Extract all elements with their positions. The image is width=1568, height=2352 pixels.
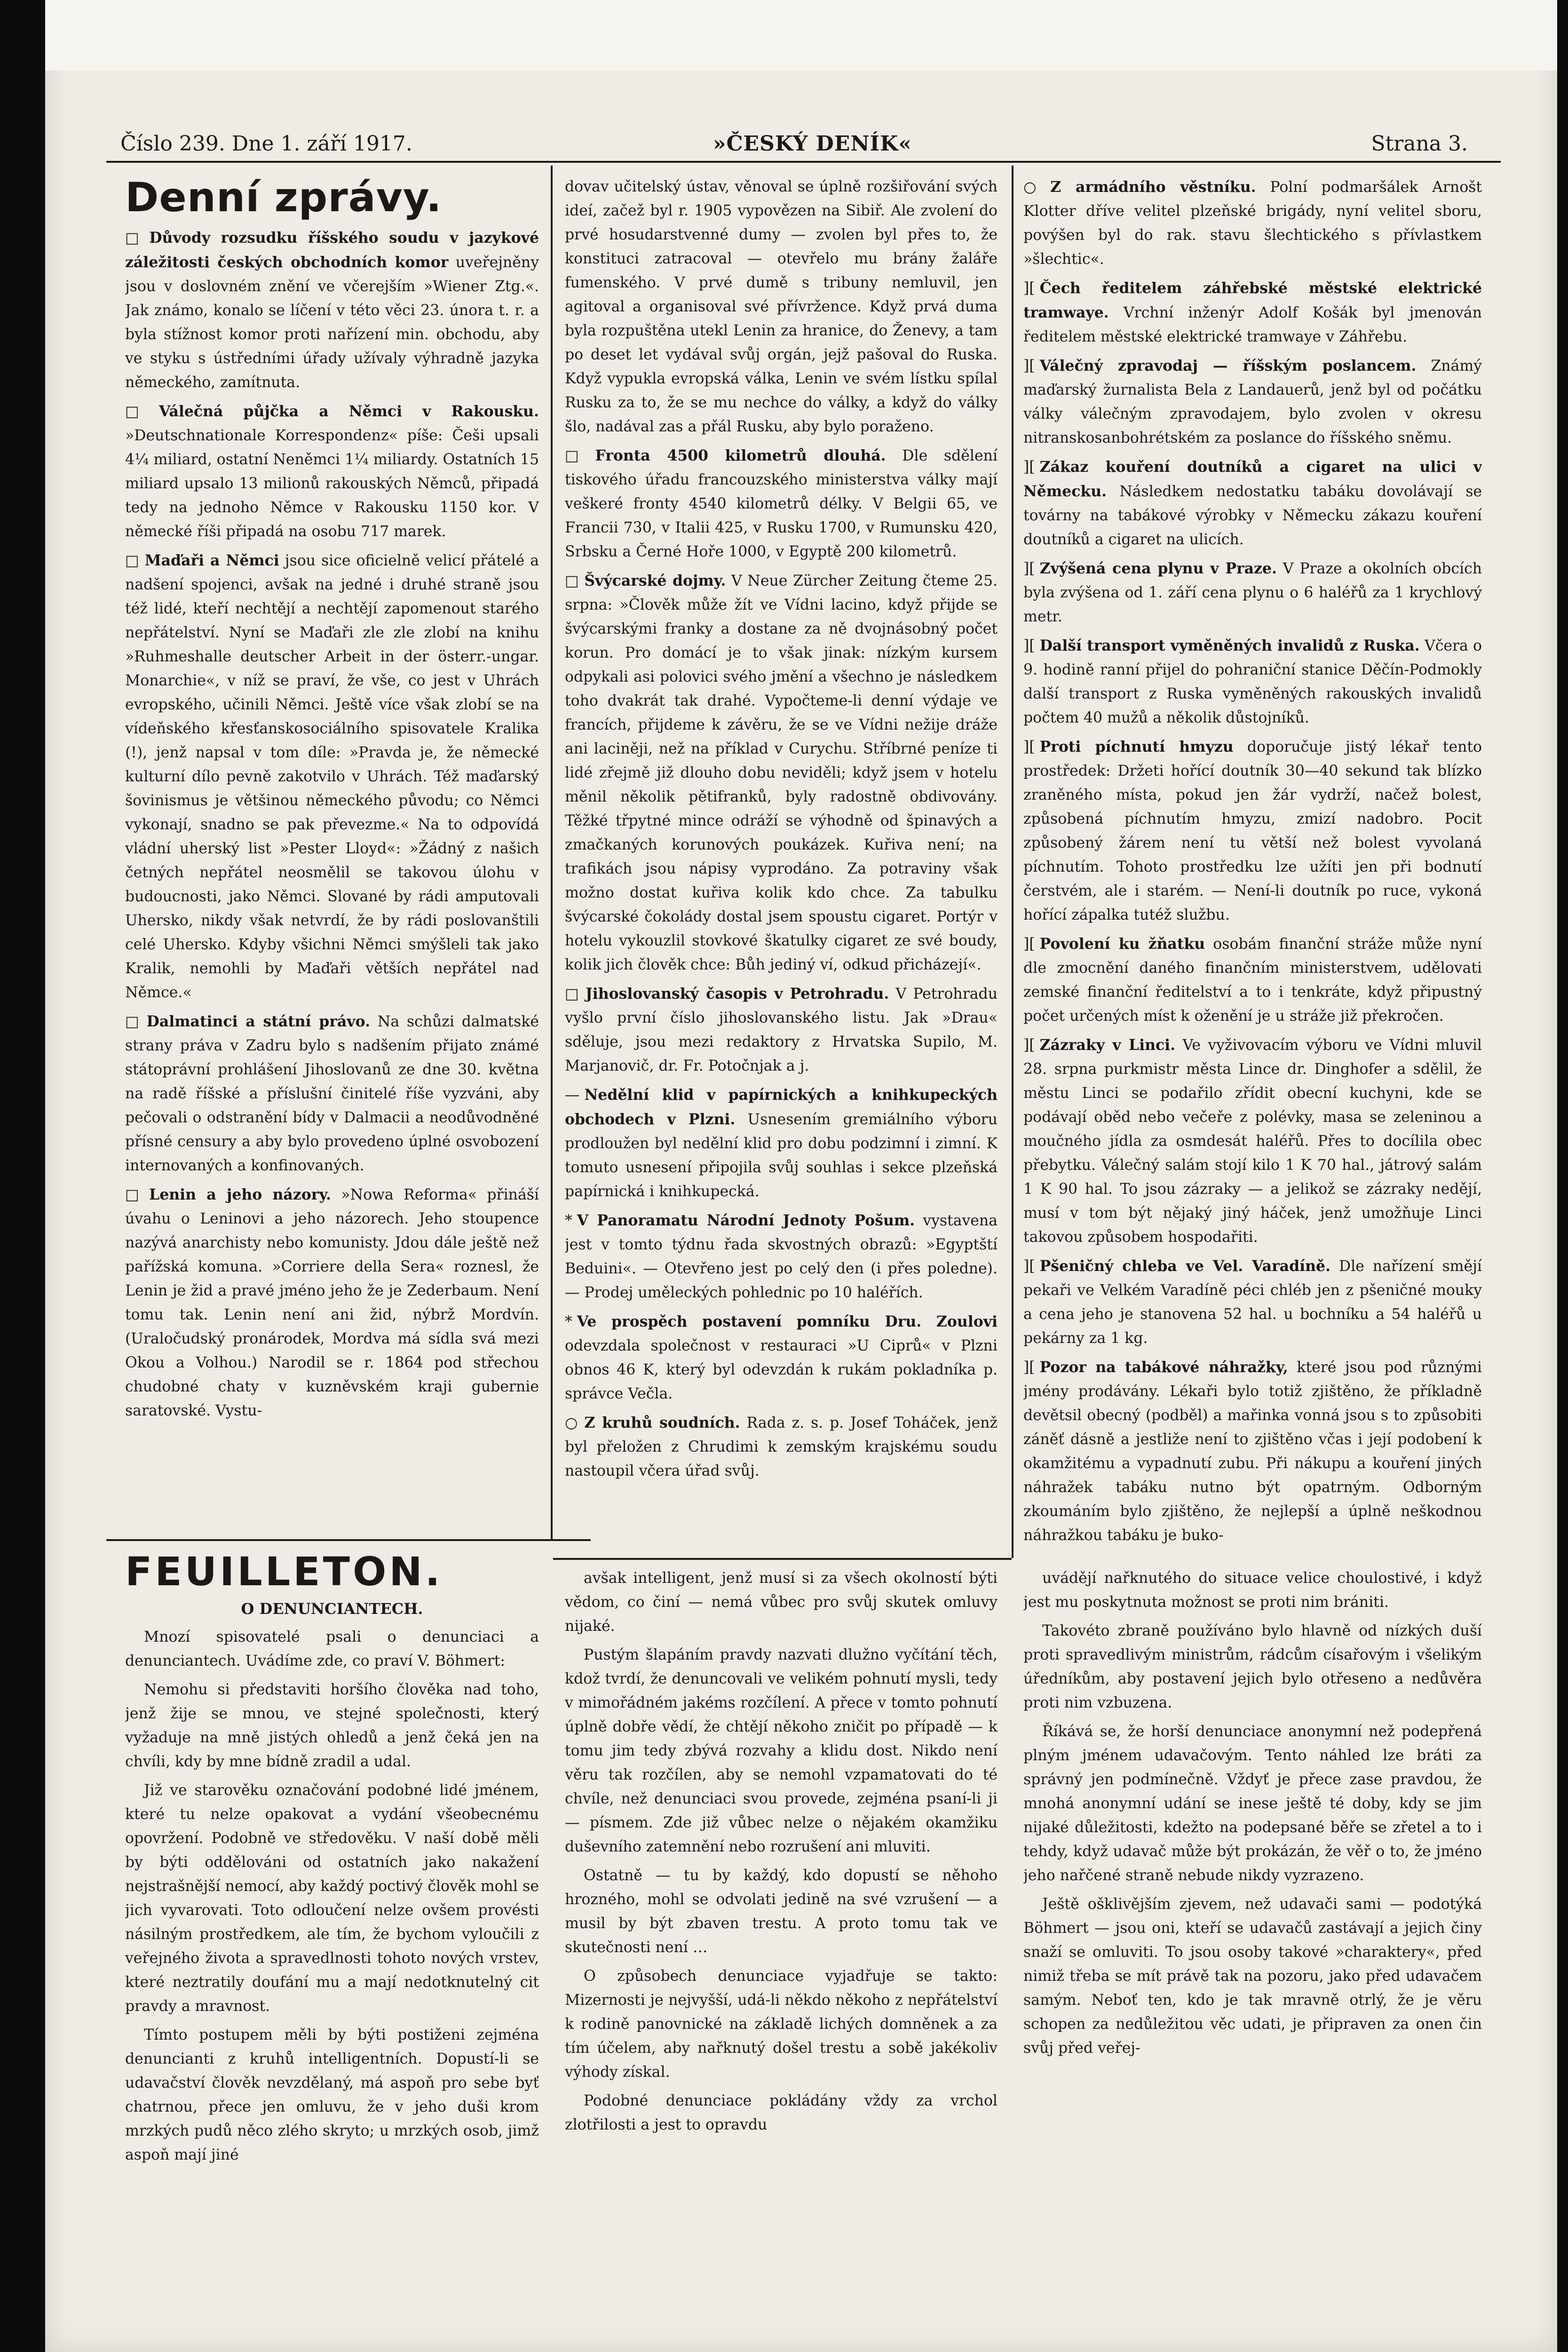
- item-marker: ][: [1023, 1359, 1035, 1376]
- item-headline: Zvýšená cena plynu v Praze.: [1039, 560, 1277, 577]
- news-end-rule: [553, 1558, 1012, 1560]
- item-marker: □: [125, 1013, 142, 1030]
- item-marker: ][: [1023, 560, 1035, 577]
- item-marker: ][: [1023, 936, 1035, 953]
- newspaper-page: [45, 0, 1557, 2352]
- item-marker: □: [565, 985, 581, 1002]
- item-headline: Zázraky v Linci.: [1039, 1036, 1176, 1054]
- item-headline: Jihoslovanský časopis v Petrohradu.: [585, 985, 889, 1002]
- item-headline: Nedělní klid v papírnických a knihkupeckých obchodech v Plzni.: [565, 1086, 998, 1128]
- feuilleton-paragraph: O způsobech denunciace vyjadřuje se takto: Mizernosti je nejvyšší, udá-li někdo někoho z nepřátelství k rodině panovnické na základě lichých domněnek a za tím účelem, aby nařknutý došel trestu a sobě jakékoliv výhody získal.: [565, 1968, 998, 2081]
- feuilleton-text-3: [1023, 1566, 1482, 2060]
- item-marker: ][: [1023, 280, 1035, 297]
- item-text: uveřejněny jsou v doslovném znění ve včerejším »Wiener Ztg.«. Jak známo, konalo se líčení v této věci 23. února t. r. a byla stížnost komor proti nařízení min. obchodu, aby ve styku s ústředními úřady užívaly výhradně jazyka německého, zamítnuta.: [125, 254, 539, 391]
- header-rule: [106, 161, 1501, 163]
- news-item: [1023, 634, 1482, 730]
- column-rule-2: [1012, 166, 1014, 1558]
- item-headline: Proti píchnutí hmyzu: [1039, 738, 1234, 755]
- item-headline: Dalmatinci a státní právo.: [146, 1013, 371, 1030]
- item-text: doporučuje jistý lékař tento prostředek: Držeti hořící doutník 30—40 sekund tak blízko zraněného místa, pokud jen žár vydrží, načež bolest, způsobená píchnutím hmyzu, zmizí nadobro. Pocit způsobený žárem není tu větší než bolest vyvolaná píchnutím. Tohoto prostředku lze užíti jen při bodnutí čerstvém, ale i starém. — Není-li doutník po ruce, vykoná hořící zápalka tutéž službu.: [1023, 739, 1482, 923]
- issue-info: Číslo 239. Dne 1. září 1917.: [120, 132, 412, 156]
- item-text: vystavena jest v tomto týdnu řada skvostných obrazů: »Egyptští Beduini«. — Otevřeno jest po celý den (i přes poledne). — Prodej uměleckých pohlednic po 10 haléřích.: [565, 1212, 998, 1301]
- news-column-1: [125, 175, 539, 1539]
- news-item: [125, 399, 539, 544]
- page-top-margin: [45, 0, 1557, 71]
- item-headline: Z kruhů soudních.: [584, 1414, 740, 1431]
- item-text: Polní podmaršálek Arnošt Klotter dříve velitel plzeňské brigády, nyní velitel sboru, povýšen byl do rak. stavu šlechtického s přívlastkem »šlechtic«.: [1023, 179, 1482, 268]
- item-headline: Další transport vyměněných invalidů z Ruska.: [1039, 637, 1420, 654]
- item-headline: Fronta 4500 kilometrů dlouhá.: [595, 447, 886, 464]
- item-marker: ][: [1023, 739, 1035, 755]
- feuilleton-rule: [106, 1539, 591, 1541]
- news-item: [565, 1083, 998, 1204]
- feuilleton-paragraph: Podobné denunciace pokládány vždy za vrchol zlotřilosti a jest to opravdu: [565, 2092, 998, 2133]
- news-item: [1023, 735, 1482, 927]
- news-column-2: [565, 175, 998, 1553]
- news-list-1: [125, 226, 539, 1423]
- news-item: [1023, 932, 1482, 1028]
- feuilleton-paragraph: Tímto postupem měli by býti postiženi zejména denuncianti z kruhů intelligentních. Dopustí-li se udavačství člověk nevzdělaný, má aspoň pro sebe byť chatrnou, přece jen omluvu, že v jeho duši krom mrzkých pudů něco zlého skryto; u mrzkých osob, jimž aspoň mají jiné: [125, 2026, 539, 2163]
- item-text: Včera o 9. hodině ranní přijel do pohraniční stanice Děčín-Podmokly další transport z Ruska vyměněných rakouských invalidů počtem 40 mužů a několik důstojníků.: [1023, 637, 1482, 726]
- item-text: Vrchní inženýr Adolf Košák byl jmenován ředitelem městské elektrické tramwaye v Záhřebu.: [1023, 304, 1482, 345]
- item-text: »Nowa Reforma« přináší úvahu o Leninovi a jeho názorech. Jeho stoupence nazývá anarchisty nebo komunisty. Jdou dále ještě než pařížská komuna. »Corriere della Sera« roznesl, že Lenin je žid a pravé jméno jeho že je Zederbaum. Není tomu tak. Lenin není ani žid, nýbrž Mordvín. (Uraločudský pronárodek, Mordva má sídla svá mezi Okou a Volhou.) Narodil se r. 1864 pod střechou chudobné chaty v kuzněvském kraji gubernie saratovské. Vystu-: [125, 1186, 539, 1419]
- news-item: [1023, 1254, 1482, 1351]
- column-rule-1: [551, 166, 553, 1539]
- news-item: [565, 1208, 998, 1305]
- news-column-3: [1023, 175, 1482, 1553]
- news-item: [125, 226, 539, 395]
- item-text: které jsou pod různými jmény prodávány. Lékaři bylo totiž zjištěno, že příkladně devětsil obecný (podběl) a mařinka vonná jsou s to způsobiti záněť dásně a jestliže není to zjištěno včas i její podobení k okamžitému a vypadnutí zubu. Při nákupu a kouření jiných náhražek tabáku nutno být opatrným. Odborným zkoumáním bylo zjištěno, že nejlepší a úplně neškodnou náhražkou tabáku je buko-: [1023, 1359, 1482, 1544]
- news-item: [125, 1009, 539, 1178]
- feuilleton-paragraph: Ještě ošklivějším zjevem, než udavači sami — podotýká Böhmert — jsou oni, kteří se udavačů zastávají a jejich činy snaží se omluviti. To jsou osoby takové »charaktery«, před nimiž třeba se mít právě tak na pozoru, jako před udavačem samým. Neboť ten, kdo je tak mravně otrlý, že je věru schopen za nedůležitou věc udati, je připraven za onen čin svůj před veřej-: [1023, 1896, 1482, 2057]
- news-item: [565, 1411, 998, 1483]
- item-marker: —: [565, 1087, 580, 1104]
- item-headline: Povolení ku žňatku: [1039, 935, 1205, 953]
- item-headline: Ve prospěch postavení pomníku Dru. Zoulovi: [577, 1313, 998, 1330]
- item-marker: □: [125, 230, 145, 246]
- item-text: Usnesením gremiálního výboru prodloužen byl nedělní klid pro dobu podzimní i zimní. K tomuto usnesení připojila svůj souhlas i sekce plzeňská papírnická i knihkupecká.: [565, 1111, 998, 1200]
- item-headline: Švýcarské dojmy.: [584, 572, 726, 589]
- item-marker: ][: [1023, 358, 1035, 374]
- news-item: [565, 569, 998, 977]
- feuilleton-text-1: [125, 1625, 539, 2167]
- item-marker: □: [125, 1186, 145, 1203]
- item-marker: *: [565, 1313, 572, 1330]
- item-headline: Čech ředitelem záhřebské městské elektrické tramwaye.: [1023, 279, 1482, 321]
- item-marker: ○: [565, 1414, 580, 1431]
- item-text: V Neue Zürcher Zeitung čteme 25. srpna: »Člověk může žít ve Vídni lacino, když přijde se švýcarskými franky a dostane za ně dvojnásobný počet korun. Pro domácí je to však jinak: nízkým kursem odpykali asi polovici svého jmění a všechno je následkem toho dvakrát tak drahé. Vypočteme-li denní výdaje ve francích, přijdeme k závěru, že se ve Vídni nežije dráže ani laciněji, než na příklad v Curychu. Stříbrné peníze ti lidé zřejmě již dlouho dobu neviděli; když jsem v hotelu měnil několik pětifranků, byly radostně obdivovány. Těžké třpytné mince odráží se výhodně od špinavých a zmačkaných korunových poukázek. Kuřiva není; na trafikách jsou nápisy vyprodáno. Za potraviny však možno dostat kuřiva kolik kdo chce. Za tabulku švýcarské čokolády dostal jsem spoustu cigaret. Portýr v hotelu vykouzlil stovkové škatulky cigaret ze své boudy, kolik jich člověk chce: Bůh jediný ví, odkud přicházejí«.: [565, 572, 998, 973]
- news-item: [1023, 556, 1482, 629]
- feuilleton-paragraph: Říkává se, že horší denunciace anonymní než podepřená plným jménem udavačovým. Tento náhled lze bráti za správný jen podmínečně. Vždyť je přece zase pravdou, že mnohá anonymní udání se inese ještě té doby, kdy se jim nijaké důležitosti, kdežto na podepsané běře se zřetel a to i tehdy, když udavač může být prokázán, že věř o to, že jméno jeho nařčené straně nebude nikdy vyzrazeno.: [1023, 1723, 1482, 1884]
- item-headline: Pozor na tabákové náhražky,: [1039, 1359, 1288, 1376]
- news-item: [1023, 175, 1482, 271]
- item-marker: □: [125, 552, 140, 569]
- item-text: Následkem nedostatku tabáku dovolávají se továrny na tabákové výrobky v Německu zákazu kouření doutníků a cigaret na ulicích.: [1023, 483, 1482, 548]
- item-marker: □: [565, 447, 591, 464]
- item-text: V Praze a okolních obcích byla zvýšena od 1. září cena plynu o 6 haléřů za 1 krychlový metr.: [1023, 560, 1482, 625]
- item-text: Ve vyživovacím výboru ve Vídni mluvil 28. srpna purkmistr města Lince dr. Dinghofer a sdělil, že městu Linci se podařilo zřídit obecní kuchyni, kde se podávají oběd nebo večeře z polévky, masa se zeleninou a moučného jídla za osmdesát haléřů. Přes to docílila obec přebytku. Válečný salám stojí kilo 1 K 70 hal., játrový salám 1 K 90 hal. To jsou zázraky — a jelikož se zázraky nedějí, musí v tom být nějaký jiný háček, jenž umožňuje Linci takovou způsobem hospodařiti.: [1023, 1037, 1482, 1246]
- item-headline: Maďaři a Němci: [144, 552, 279, 569]
- item-headline: V Panoramatu Národní Jednoty Pošum.: [577, 1212, 915, 1229]
- feuilleton-subtitle: O DENUNCIANTECH.: [241, 1600, 423, 1618]
- item-headline: Z armádního věstníku.: [1050, 178, 1256, 196]
- item-text: Rada z. s. p. Josef Toháček, jenž byl přeložen z Chrudimi k zemským krajskému soudu nastoupil včera úřad svůj.: [565, 1414, 998, 1479]
- news-item: [125, 548, 539, 1005]
- feuilleton-paragraph: Ostatně — tu by každý, kdo dopustí se něhoho hrozného, mohl se odvolati jedině na své vzrušení — a musil by být zbaven trestu. A proto tomu tak ve skutečnosti není …: [565, 1867, 998, 1956]
- item-marker: ][: [1023, 459, 1035, 476]
- section-title: Denní zprávy.: [125, 175, 442, 221]
- item-marker: □: [125, 403, 154, 420]
- news-item: [125, 1183, 539, 1423]
- item-headline: Pšeničný chleba ve Vel. Varadíně.: [1039, 1257, 1330, 1275]
- news-item: [565, 1310, 998, 1406]
- item-text: V Petrohradu vyšlo první číslo jihoslovanského listu. Jak »Drau« sděluje, jsou mezi redaktory z Hrvatska Supilo, M. Marjanovič, dr. Fr. Potočnjak a j.: [565, 985, 998, 1074]
- item-headline: Důvody rozsudku říšského soudu v jazykové záležitosti českých obchodních komor: [125, 229, 539, 271]
- item-marker: ○: [1023, 179, 1046, 196]
- item-text: »Deutschnationale Korrespondenz« píše: Češi upsali 4¼ miliard, ostatní Neněmci 1¼ miliardy. Ostatních 15 miliard upsalo 13 milionů rakouských Němců, připadá tedy na jednoho Němce v Rakousku 1150 kor. V německé říši připadá na osobu 717 marek.: [125, 427, 539, 540]
- feuilleton-paragraph: Mnozí spisovatelé psali o denunciaci a denunciantech. Uvádíme zde, co praví V. Böhmert:: [125, 1629, 539, 1669]
- news-item: [565, 175, 998, 439]
- item-text: Na schůzi dalmatské strany práva v Zadru bylo s nadšením přijato známé státoprávní prohlášení Jihoslovanů ze dne 30. května na radě říšské a příslušní činitelé říše vyzváni, aby pečovali o odstranění bídy v Dalmacii a neodůvodněné přísné censury a aby bylo provedeno úplné osvobození internovaných a konfinovaných.: [125, 1013, 539, 1174]
- item-marker: □: [565, 572, 580, 589]
- item-text: osobám finanční stráže může nyní dle zmocnění daného finančním ministerstvem, udělovati zemské finanční ředitelství a to i tenkráte, když připustný počet určených míst k oženění je u stráže již překročen.: [1023, 936, 1482, 1025]
- item-text: odevzdala společnost v restauraci »U Ciprů« v Plzni obnos 46 K, který byl odevzdán k rukám pokladníka p. správce Večla.: [565, 1337, 998, 1402]
- news-item: [1023, 455, 1482, 552]
- item-marker: *: [565, 1212, 572, 1229]
- feuilleton-column-1: [125, 1550, 539, 2284]
- masthead: »ČESKÝ DENÍK«: [713, 132, 912, 156]
- item-text: Dle nařízení smějí pekaři ve Velkém Varadíně péci chléb jen z pšeničné mouky a cena jeho je stanovena 52 hal. u bochníku a 54 haléřů u pekárny za 1 kg.: [1023, 1258, 1482, 1347]
- news-item: [1023, 1355, 1482, 1548]
- feuilleton-column-3: [1023, 1566, 1482, 2284]
- feuilleton-paragraph: Již ve starověku označování podobné lidé jménem, které tu nelze opakovat a vydání všeobecnému opovržení. Podobně ve středověku. V naší době měli by býti oddělováni od ostatních jako nakažení nejstrašnější nemocí, aby každý poctivý člověk mohl se jich vyvarovati. Toto odloučení nelze ovšem provésti násilným prostředkem, ale tím, že bychom vyloučili z veřejného života a spravedlnosti tohoto nových vrstev, které neztratily doufání mu a mají nedotknutelný cit pravdy a mravnost.: [125, 1782, 539, 2015]
- item-text: jsou sice oficielně velicí přátelé a nadšení spojenci, avšak na jedné i druhé straně jsou též lidé, kteří nechtějí a nechtějí zapomenout starého nepřátelství. Nyní se Maďaři zle zle zlobí na knihu »Ruhmeshalle deutscher Arbeit in der österr.-ungar. Monarchie«, v níž se praví, že vše, co jest v Uhrách evropského, učinili Němci. Ještě více však zlobí se na vídeňského křesťanskosociálního spisovatele Kralika (!), jenž napsal v tom díle: »Pravda je, že německé kulturní dílo pevně zakotvilo v Uhrách. Též maďarský šovinismus je většinou německého původu; co Němci vykonají, snadno se pak převezme.« Na to odpovídá vládní uherský list »Pester Lloyd«: »Žádný z našich četných nepřátel neosmělil se takovou úlohu v budoucnosti, jako Němci. Slované by rádi amputovali Uhersko, nikdy však netvrdí, že by rádi poslovanštili celé Uhersko. Kdyby všichni Němci smýšleli tak jako Kralik, nemohli by Maďaři větších nepřátel nad Němce.«: [125, 552, 539, 1001]
- feuilleton-title: FEUILLETON.: [125, 1550, 443, 1595]
- item-text: dovav učitelský ústav, věnoval se úplně rozšiřování svých ideí, začež byl r. 1905 vypovězen na Sibiř. Ale zvolení do prvé hosudarstvenné dumy — zvolen byl přes to, že konstituci zatracoval — otevřelo mu brány žaláře fumenského. V prvé dumě s tribuny nemluvil, jen agitoval a organisoval své přívržence. Když prvá duma byla rozpuštěna utekl Lenin za hranice, do Ženevy, a tam po deset let vydával svůj orgán, jejž pašoval do Ruska. Když vypukla evropská válka, Lenin ve svém lístku spílal Rusku za to, že se mu nechce do války, a když do války šlo, nadával zas a přál Rusku, aby bylo poraženo.: [565, 178, 998, 435]
- item-headline: Zákaz kouření doutníků a cigaret na ulici v Německu.: [1023, 458, 1482, 500]
- feuilleton-paragraph: Pustým šlapáním pravdy nazvati dlužno vyčítání těch, kdož tvrdí, že denuncovali ve velikém pohnutí mysli, tedy v mimořádném jakéms rozčílení. A přece v tomto pohnutí úplně dobře vědí, že chtějí někoho zničit po případě — k tomu jim tedy zbývá rozvahy a klidu dost. Nikdo není věru tak rozčílen, aby se nemohl vzpamatovati do té chvíle, než denunciaci svou provede, zejména psaní-li ji — písmem. Zde již vůbec nelze o nějakém okamžiku duševního zatemnění nebo rozrušení ani mluviti.: [565, 1646, 998, 1855]
- news-list-2: [565, 175, 998, 1483]
- feuilleton-paragraph: uvádějí nařknutého do situace velice choulostivé, i když jest mu poskytnuta možnost se proti nim brániti.: [1023, 1570, 1482, 1611]
- item-marker: ][: [1023, 637, 1035, 654]
- feuilleton-paragraph: avšak intelligent, jenž musí si za všech okolností býti vědom, co činí — nemá vůbec pro svůj skutek omluvy nijaké.: [565, 1570, 998, 1635]
- item-headline: Válečná půjčka a Němci v Rakousku.: [158, 403, 539, 420]
- feuilleton-text-2: [565, 1566, 998, 2137]
- news-item: [565, 982, 998, 1078]
- feuilleton-paragraph: Takovéto zbraně používáno bylo hlavně od nízkých duší proti spravedlivým ministrům, rádcům císařovým i všelikým úředníkům, aby postavení jejich bylo otřeseno a nedůvěra proti nim vzbuzena.: [1023, 1622, 1482, 1711]
- news-item: [1023, 1033, 1482, 1249]
- page-number: Strana 3.: [1371, 132, 1468, 156]
- item-headline: Válečný zpravodaj — říšským poslancem.: [1039, 357, 1417, 374]
- feuilleton-column-2: [565, 1566, 998, 2284]
- item-text: Dle sdělení tiskového úřadu francouzského ministerstva války mají veškeré fronty 4540 kilometrů délky. V Belgii 65, ve Francii 730, v Italii 425, v Rusku 1700, v Rumunsku 420, Srbsku a Černé Hoře 1000, v Egyptě 200 kilometrů.: [565, 447, 998, 560]
- news-list-3: [1023, 175, 1482, 1548]
- news-item: [1023, 354, 1482, 450]
- item-marker: ][: [1023, 1258, 1035, 1275]
- item-marker: ][: [1023, 1037, 1035, 1054]
- news-item: [1023, 276, 1482, 349]
- item-text: Známý maďarský žurnalista Bela z Landauerů, jenž byl od počátku války válečným zpravodajem, bylo zvolen v okresu nitranskosanbohrétském za poslance do říšského sněmu.: [1023, 358, 1482, 446]
- news-item: [565, 444, 998, 564]
- feuilleton-paragraph: Nemohu si představiti horšího člověka nad toho, jenž žije se mnou, ve stejné společnosti, který vyžaduje na mně jistých ohledů a jenž čeká jen na chvíli, kdy by mne bídně zradil a udal.: [125, 1681, 539, 1770]
- item-headline: Lenin a jeho názory.: [149, 1186, 331, 1203]
